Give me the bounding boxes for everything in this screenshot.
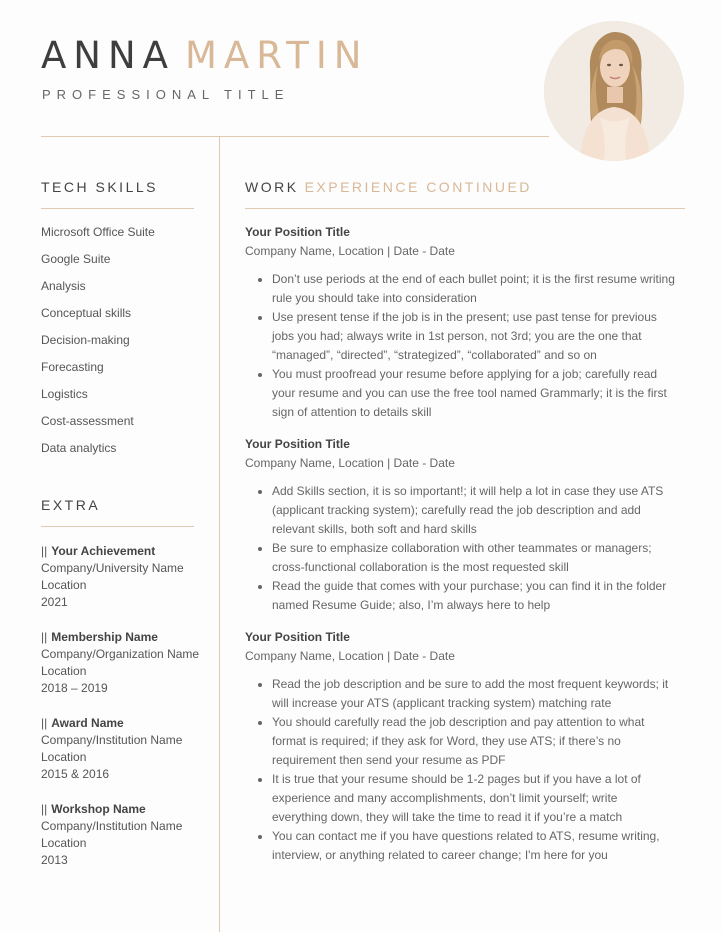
extra-title: Award Name [51,716,124,730]
job-bullet: • You can contact me if you have questions related to ATS, resume writing, interview, or anything related to career change; I'm here for you [272,827,675,865]
extra-divider [41,526,194,527]
job-bullet: • You should carefully read the job description and pay attention to what format is required; if they ask for Word, they use ATS; if there’s no requirement then send your resume as PDF [272,713,675,770]
job-bullets [245,482,675,615]
extra-prefix: || [41,630,48,644]
job-title: Your Position Title [245,630,350,644]
skill-item: Logistics [41,387,88,401]
skill-item: Forecasting [41,360,104,374]
professional-title: PROFESSIONAL TITLE [42,87,290,102]
skill-item: Conceptual skills [41,306,132,320]
extra-org: Company/University Name [41,561,184,575]
extra-title-line [41,629,199,646]
job-bullet: • Add Skills section, it is so important!; it will help a lot in case they use ATS (applicant tracking system); carefully read the job description and add relevant skills, both soft and hard skills [272,482,675,539]
header-divider [41,136,549,137]
skills-list [41,224,155,467]
job-title: Your Position Title [245,225,350,239]
extra-date: 2015 & 2016 [41,767,110,781]
skill-item: Decision-making [41,333,130,347]
extra-title: Membership Name [51,630,158,644]
extra-date: 2018 – 2019 [41,681,108,695]
extra-title-line [41,543,199,560]
work-heading-accent: EXPERIENCE CONTINUED [304,179,532,195]
skill-item: Analysis [41,279,86,293]
job-bullet: • You must proofread your resume before applying for a job; carefully read your resume and you can use the free tool named Grammarly; it is the first sign of attention to details skill [272,365,675,422]
work-divider [245,208,685,209]
job-company: Company Name, Location | Date - Date [245,456,455,470]
job-company: Company Name, Location | Date - Date [245,649,455,663]
extra-prefix: || [41,716,48,730]
extra-list [41,543,199,887]
extra-prefix: || [41,802,48,816]
extra-org: Company/Organization Name [41,647,200,661]
extra-title: Your Achievement [51,544,156,558]
job-bullet: • Read the job description and be sure to add the most frequent keywords; it will increase your ATS (applicant tracking system) matching rate [272,675,675,713]
extra-item [41,715,199,783]
extra-title-line [41,715,199,732]
job-bullet: • Read the guide that comes with your purchase; you can find it in the folder named Resume Guide; also, I’m always here to help [272,577,675,615]
profile-photo [544,21,684,161]
extra-location: Location [41,750,87,764]
extra-org: Company/Institution Name [41,733,183,747]
work-heading [245,179,532,195]
extra-date: 2013 [41,853,68,867]
job-bullets [245,675,675,865]
skill-item: Data analytics [41,441,117,455]
portrait-illustration [544,21,684,161]
extra-title: Workshop Name [51,802,146,816]
job-entry [245,223,675,422]
extra-title-line [41,801,199,818]
job-entry [245,435,675,615]
skill-item: Microsoft Office Suite [41,225,155,239]
job-company: Company Name, Location | Date - Date [245,244,455,258]
tech-skills-divider [41,208,194,209]
job-bullet: • Use present tense if the job is in the present; use past tense for previous jobs you had; always write in 1st person, not 3rd; you are the one that “managed”, “directed”, “strategized”, “collaborated” and so on [272,308,675,365]
job-bullets [245,270,675,422]
first-name: ANNA [41,34,175,77]
extra-heading: EXTRA [41,497,101,513]
extra-prefix: || [41,544,48,558]
extra-location: Location [41,836,87,850]
job-list [245,223,675,878]
extra-location: Location [41,578,87,592]
candidate-name [41,34,368,77]
job-bullet: • Be sure to emphasize collaboration with other teammates or managers; cross-functional collaboration is the most requested skill [272,539,675,577]
extra-location: Location [41,664,87,678]
extra-item [41,801,199,869]
extra-item [41,629,199,697]
work-heading-word: WORK [245,179,299,195]
job-bullet: • It is true that your resume should be 1-2 pages but if you have a lot of experience and many accomplishments, don’t limit yourself; write everything down, they will take the time to read it if you’re a match [272,770,675,827]
column-divider [219,136,220,932]
extra-item [41,543,199,611]
skill-item: Cost-assessment [41,414,134,428]
skill-item: Google Suite [41,252,111,266]
job-bullet: • Don’t use periods at the end of each bullet point; it is the first resume writing rule you should take into consideration [272,270,675,308]
tech-skills-heading: TECH SKILLS [41,179,158,195]
job-title: Your Position Title [245,437,350,451]
last-name: MARTIN [184,34,369,77]
extra-org: Company/Institution Name [41,819,183,833]
job-entry [245,628,675,865]
extra-date: 2021 [41,595,68,609]
